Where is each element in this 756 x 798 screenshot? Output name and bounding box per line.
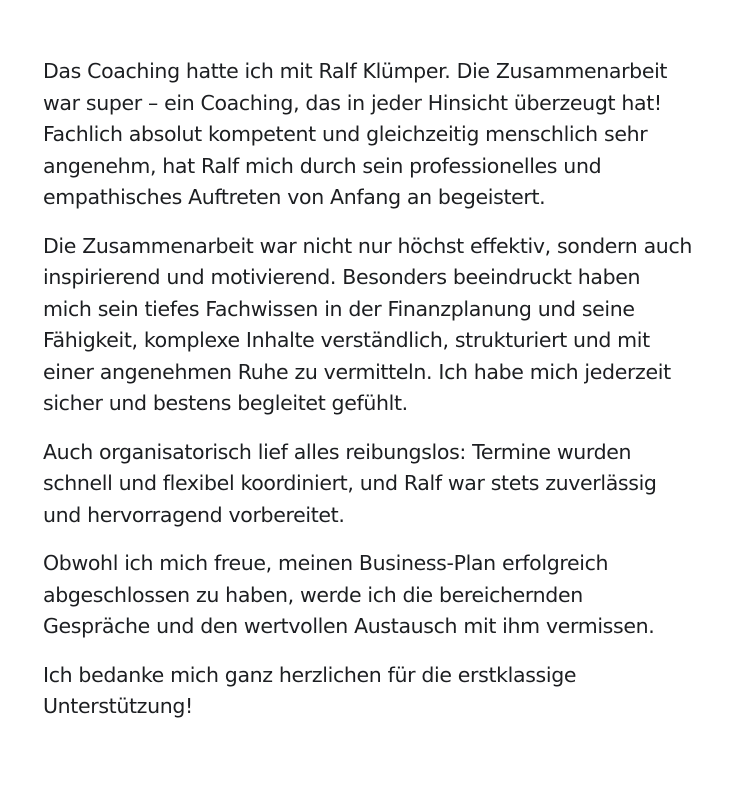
text-line: abgeschlossen zu haben, werde ich die bereichernden: [43, 582, 583, 607]
paragraph-2: [43, 231, 743, 420]
text-line: Auch organisatorisch lief alles reibungslos: Termine wurden: [43, 439, 632, 464]
text-line: einer angenehmen Ruhe zu vermitteln. Ich habe mich jederzeit: [43, 359, 671, 384]
text-line: schnell und flexibel koordiniert, und Ralf war stets zuverlässig: [43, 471, 657, 495]
text-line: Gespräche und den wertvollen Austausch mit ihm vermissen.: [43, 614, 655, 638]
text-line: angenehm, hat Ralf mich durch sein professionelles und: [43, 153, 602, 178]
review-text: [43, 56, 743, 740]
paragraph-3: [43, 437, 743, 532]
text-line: Das Coaching hatte ich mit Ralf Klümper. Die Zusammenarbeit: [43, 59, 668, 83]
text-line: Obwohl ich mich freue, meinen Business-Plan erfolgreich: [43, 551, 609, 575]
text-line: Die Zusammenarbeit war nicht nur höchst effektiv, sondern auch: [43, 233, 693, 258]
text-line: Fähigkeit, komplexe Inhalte verständlich, strukturiert und mit: [43, 328, 650, 352]
text-line: Fachlich absolut kompetent und gleichzeitig menschlich sehr: [43, 122, 648, 146]
paragraph-5: [43, 660, 743, 723]
paragraph-4: [43, 548, 743, 643]
text-line: Ich bedanke mich ganz herzlichen für die erstklassige: [43, 662, 577, 687]
text-line: inspirierend und motivierend. Besonders beeindruckt haben: [43, 265, 641, 289]
text-line: mich sein tiefes Fachwissen in der Finanzplanung und seine: [43, 296, 635, 321]
text-line: war super – ein Coaching, das in jeder Hinsicht überzeugt hat!: [43, 90, 662, 115]
text-line: empathisches Auftreten von Anfang an begeistert.: [43, 185, 546, 209]
text-line: sicher und bestens begleitet gefühlt.: [43, 391, 408, 415]
paragraph-1: [43, 56, 743, 214]
text-line: und hervorragend vorbereitet.: [43, 502, 345, 527]
text-line: Unterstützung!: [43, 694, 193, 718]
